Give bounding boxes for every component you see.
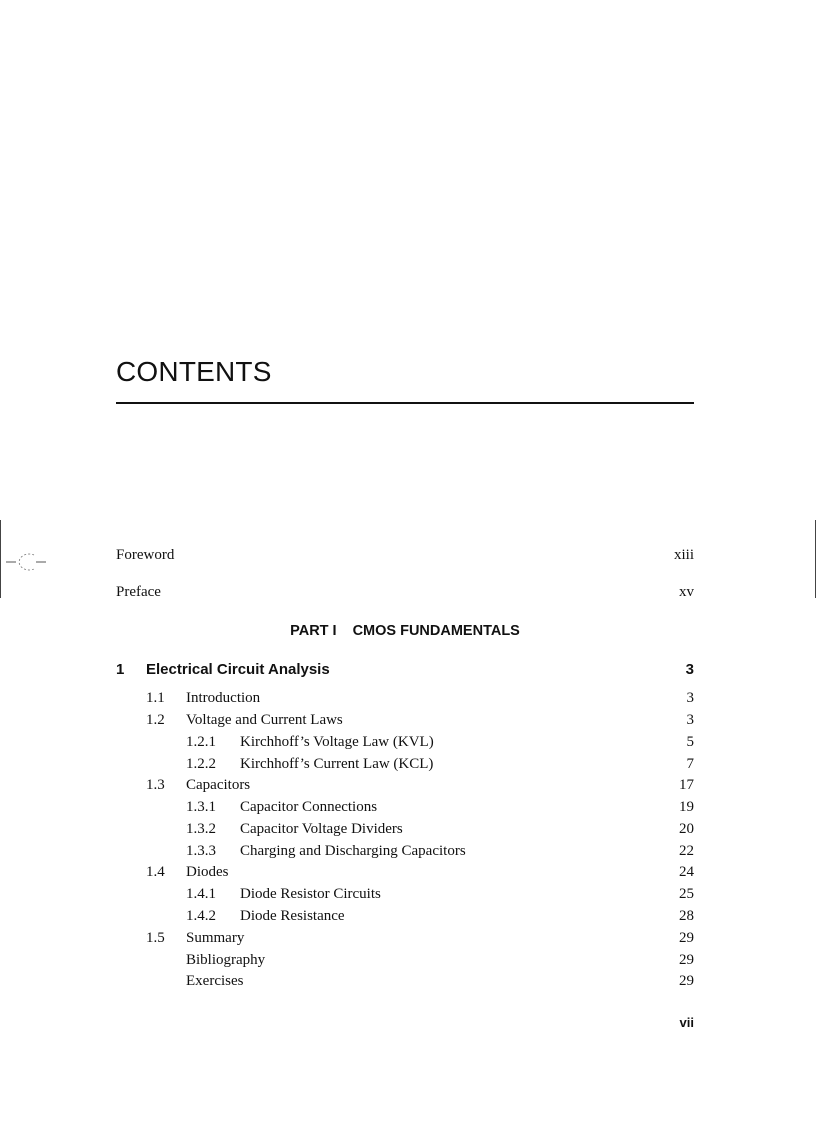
chapter-title: Electrical Circuit Analysis — [146, 661, 330, 678]
registration-mark-icon — [6, 551, 48, 573]
toc-row[interactable] — [116, 928, 694, 948]
subsection-title: Charging and Discharging Capacitors — [240, 843, 466, 859]
section-title: Summary — [186, 930, 245, 946]
toc-row-foreword[interactable] — [116, 545, 694, 565]
toc-row[interactable] — [116, 971, 694, 991]
section-page: 29 — [679, 973, 694, 989]
chapter-number: 1 — [116, 661, 125, 678]
subsection-number: 1.4.1 — [186, 886, 216, 902]
toc-row[interactable] — [116, 819, 694, 839]
subsection-number: 1.3.2 — [186, 821, 216, 837]
page-number: vii — [679, 1015, 694, 1030]
toc-page: xiii — [673, 547, 694, 563]
subsection-number: 1.4.2 — [186, 908, 216, 924]
subsection-page: 20 — [679, 821, 694, 837]
subsection-number: 1.3.3 — [186, 843, 216, 859]
toc-row[interactable] — [116, 950, 694, 970]
section-page: 24 — [679, 864, 694, 880]
section-number: 1.4 — [146, 864, 165, 880]
toc-title: Foreword — [116, 547, 175, 563]
toc-row[interactable] — [116, 775, 694, 795]
section-title: Diodes — [186, 864, 229, 880]
toc-row[interactable] — [116, 862, 694, 882]
section-page: 17 — [679, 777, 694, 793]
toc-row[interactable] — [116, 754, 694, 774]
subsection-page: 28 — [679, 908, 694, 924]
toc-row[interactable] — [116, 732, 694, 752]
page-title: CONTENTS — [116, 356, 272, 387]
toc-title: Preface — [116, 584, 161, 600]
subsection-number: 1.3.1 — [186, 799, 216, 815]
part-label: PART I — [290, 623, 337, 639]
subsection-page: 25 — [679, 886, 694, 902]
subsection-number: 1.2.1 — [186, 734, 216, 750]
title-rule — [116, 402, 694, 404]
toc-row[interactable] — [116, 710, 694, 730]
subsection-page: 19 — [679, 799, 694, 815]
toc-row[interactable] — [116, 841, 694, 861]
section-title: Voltage and Current Laws — [186, 712, 343, 728]
chapter-page: 3 — [685, 661, 694, 678]
part-title: CMOS FUNDAMENTALS — [352, 623, 520, 639]
subsection-page: 7 — [686, 756, 694, 772]
toc-page: xv — [679, 584, 694, 600]
toc-row[interactable] — [116, 884, 694, 904]
subsection-page: 22 — [679, 843, 694, 859]
part-heading — [116, 621, 694, 641]
section-number: 1.5 — [146, 930, 165, 946]
section-title: Bibliography — [186, 952, 266, 968]
section-number: 1.2 — [146, 712, 165, 728]
toc-row[interactable] — [116, 797, 694, 817]
subsection-title: Capacitor Voltage Dividers — [240, 821, 403, 837]
section-page: 29 — [679, 930, 694, 946]
section-title: Exercises — [186, 973, 244, 989]
section-number: 1.3 — [146, 777, 165, 793]
subsection-title: Diode Resistor Circuits — [240, 886, 381, 902]
section-title: Introduction — [186, 690, 261, 706]
subsection-title: Kirchhoff’s Current Law (KCL) — [240, 756, 434, 772]
section-page: 3 — [686, 712, 694, 728]
subsection-title: Kirchhoff’s Voltage Law (KVL) — [240, 734, 434, 750]
subsection-title: Diode Resistance — [240, 908, 345, 924]
toc-chapter-1[interactable] — [116, 659, 694, 681]
left-edge-mark — [0, 520, 1, 598]
section-page: 3 — [686, 690, 694, 706]
section-title: Capacitors — [186, 777, 251, 793]
subsection-page: 5 — [686, 734, 694, 750]
section-page: 29 — [679, 952, 694, 968]
toc-row-preface[interactable] — [116, 582, 694, 602]
subsection-title: Capacitor Connections — [240, 799, 378, 815]
toc-row[interactable] — [116, 906, 694, 926]
section-number: 1.1 — [146, 690, 165, 706]
subsection-number: 1.2.2 — [186, 756, 216, 772]
toc-row[interactable] — [116, 688, 694, 708]
